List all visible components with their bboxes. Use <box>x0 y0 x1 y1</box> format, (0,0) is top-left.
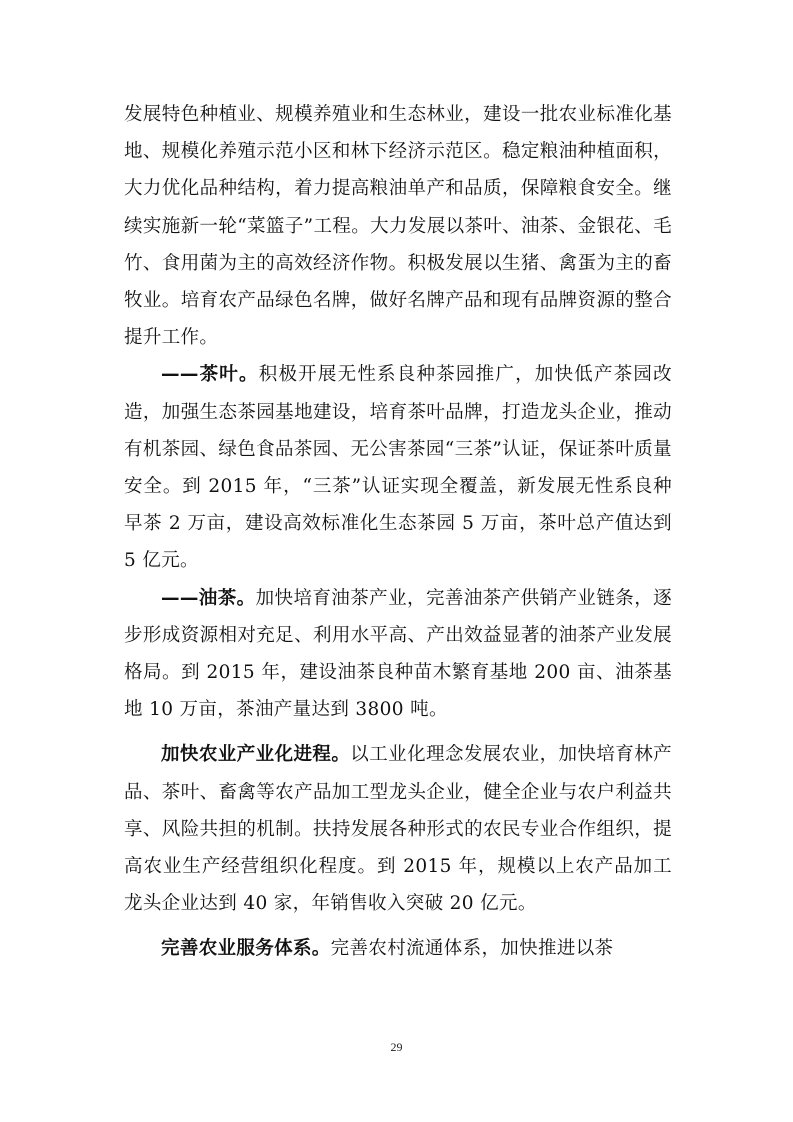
section-heading-oil-tea: ——油茶。 <box>161 587 256 609</box>
section-heading-service-system: 完善农业服务体系。 <box>161 938 331 960</box>
paragraph-industrialization <box>124 736 672 922</box>
paragraph-oil-tea <box>124 580 672 729</box>
paragraph-tea <box>124 356 672 579</box>
paragraph-text: 完善农村流通体系，加快推进以茶 <box>330 938 614 960</box>
section-heading-tea: ——茶叶。 <box>161 364 259 386</box>
paragraph-service-system <box>124 930 672 967</box>
section-heading-industrialization: 加快农业产业化进程。 <box>161 744 351 766</box>
paragraph-text: 发展特色种植业、规模养殖业和生态林业，建设一批农业标准化基地、规模化养殖示范小区和林下经济示范区。稳定粮油种植面积，大力优化品种结构，着力提高粮油单产和品质，保障粮食安全。继续实施新一轮“菜篮子”工程。大力发展以茶叶、油茶、金银花、毛竹、食用菌为主的高效经济作物。积极发展以生猪、禽蛋为主的畜牧业。培育农产品绿色名牌，做好名牌产品和现有品牌资源的整合提升工作。 <box>124 104 672 349</box>
page-number: 29 <box>390 1040 403 1054</box>
document-body <box>124 96 672 968</box>
paragraph-text: 积极开展无性系良种茶园推广，加快低产茶园改造，加强生态茶园基地建设，培育茶叶品牌，打造龙头企业，推动有机茶园、绿色食品茶园、无公害茶园“三茶”认证，保证茶叶质量安全。到 2015 年，“三茶”认证实现全覆盖，新发展无性系良种早茶 2 万亩，建设高效标准化生态茶园 5 万亩，茶叶总产值达到 5 亿元。 <box>124 364 672 572</box>
paragraph-specialty-agriculture <box>124 96 672 356</box>
paragraph-text: 以工业化理念发展农业，加快培育林产品、茶叶、畜禽等农产品加工型龙头企业，健全企业与农户利益共享、风险共担的机制。扶持发展各种形式的农民专业合作组织，提高农业生产经营组织化程度。到 2015 年，规模以上农产品加工龙头企业达到 40 家，年销售收入突破 20 亿元。 <box>124 744 672 915</box>
paragraph-text: 加快培育油茶产业，完善油茶产供销产业链条，逐步形成资源相对充足、利用水平高、产出效益显著的油茶产业发展格局。到 2015 年，建设油茶良种苗木繁育基地 200 亩、油茶基地 10 万亩，茶油产量达到 3800 吨。 <box>124 587 672 721</box>
